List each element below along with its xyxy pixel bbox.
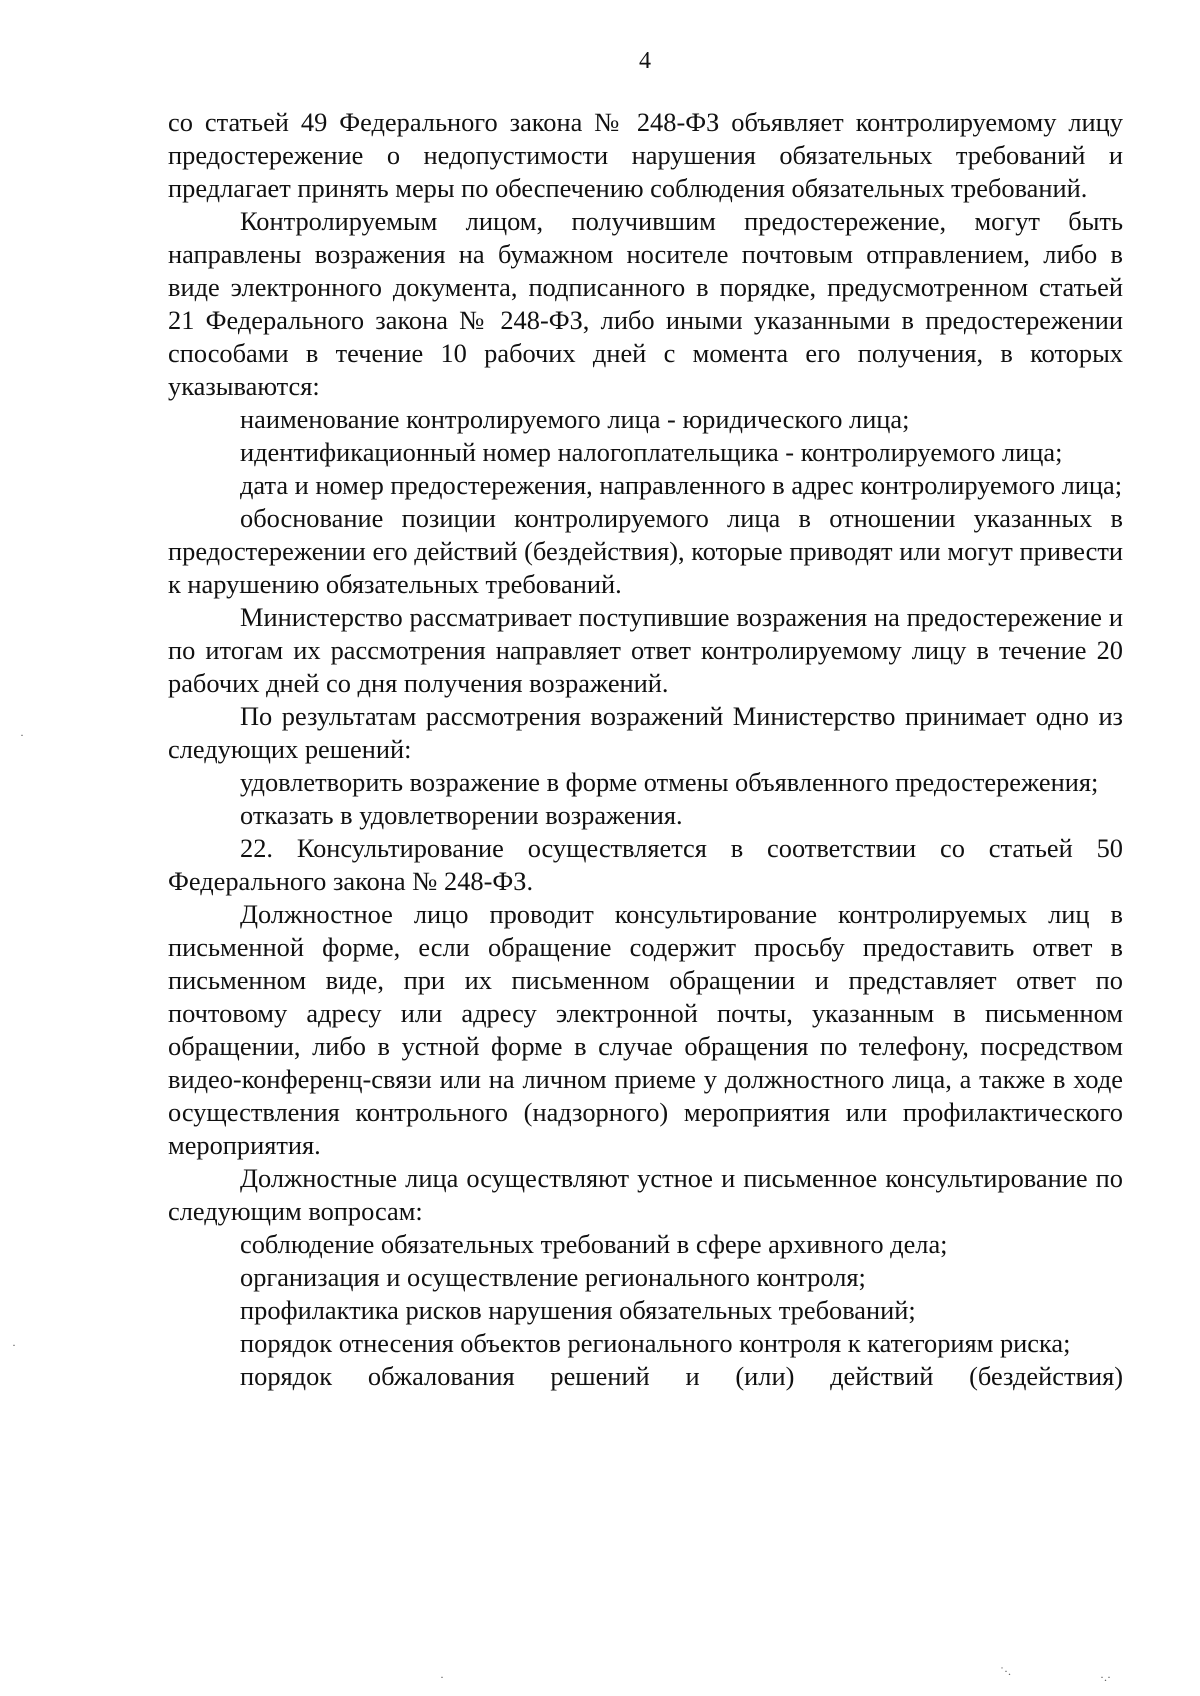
paragraph: со статьей 49 Федерального закона № 248-ФЗ объявляет контролируемому лицу предостережение о недопустимости нарушения обязательных требований и предлагает принять меры по обеспечению соблюдения обязательных требований.: [168, 107, 1123, 203]
paragraph: обоснование позиции контролируемого лица в отношении указанных в предостережении его действий (бездействия), которые приводят или могут привести к нарушению обязательных требований.: [168, 503, 1123, 599]
scan-mark: ˙·.: [1000, 1664, 1011, 1678]
paragraph: порядок обжалования решений и (или) действий (бездействия): [240, 1361, 1123, 1391]
scan-mark: ·: [12, 1338, 16, 1352]
paragraph: удовлетворить возражение в форме отмены объявленного предостережения;: [240, 767, 1099, 797]
scan-mark: ·: [440, 1670, 444, 1684]
paragraph: порядок отнесения объектов регионального контроля к категориям риска;: [240, 1328, 1071, 1358]
paragraph: отказать в удовлетворении возражения.: [240, 800, 683, 830]
paragraph: 22. Консультирование осуществляется в соответствии со статьей 50 Федерального закона № 248-ФЗ.: [168, 833, 1123, 896]
paragraph: Должностные лица осуществляют устное и письменное консультирование по следующим вопросам:: [168, 1163, 1123, 1226]
scan-mark: ·.·: [1100, 1670, 1111, 1684]
paragraph: профилактика рисков нарушения обязательных требований;: [240, 1295, 916, 1325]
paragraph: дата и номер предостережения, направленного в адрес контролируемого лица;: [240, 470, 1123, 500]
paragraph: Должностное лицо проводит консультирование контролируемых лиц в письменной форме, если обращение содержит просьбу предоставить ответ в письменном виде, при их письменном обращении и представляет ответ по почтовому адресу или адресу электронной почты, указанным в письменном обращении, либо в устной форме в случае обращения по телефону, посредством видео-конференц-связи или на личном приеме у должностного лица, а также в ходе осуществления контрольного (надзорного) мероприятия или профилактического мероприятия.: [168, 899, 1123, 1160]
paragraph: Министерство рассматривает поступившие возражения на предостережение и по итогам их рассмотрения направляет ответ контролируемому лицу в течение 20 рабочих дней со дня получения возражений.: [168, 602, 1123, 698]
scan-mark: ·: [20, 728, 24, 742]
paragraph: наименование контролируемого лица - юридического лица;: [240, 404, 910, 434]
paragraph: По результатам рассмотрения возражений Министерство принимает одно из следующих решений:: [168, 701, 1123, 764]
paragraph: Контролируемым лицом, получившим предостережение, могут быть направлены возражения на бумажном носителе почтовым отправлением, либо в виде электронного документа, подписанного в порядке, предусмотренном статьей 21 Федерального закона № 248-ФЗ, либо иными указанными в предостережении способами в течение 10 рабочих дней с момента его получения, в которых указываются:: [168, 206, 1123, 401]
paragraph: соблюдение обязательных требований в сфере архивного дела;: [240, 1229, 948, 1259]
page-number: 4: [639, 48, 651, 74]
paragraph: идентификационный номер налогоплательщика - контролируемого лица;: [240, 437, 1063, 467]
document-body: [168, 106, 1123, 1393]
paragraph: организация и осуществление регионального контроля;: [240, 1262, 866, 1292]
